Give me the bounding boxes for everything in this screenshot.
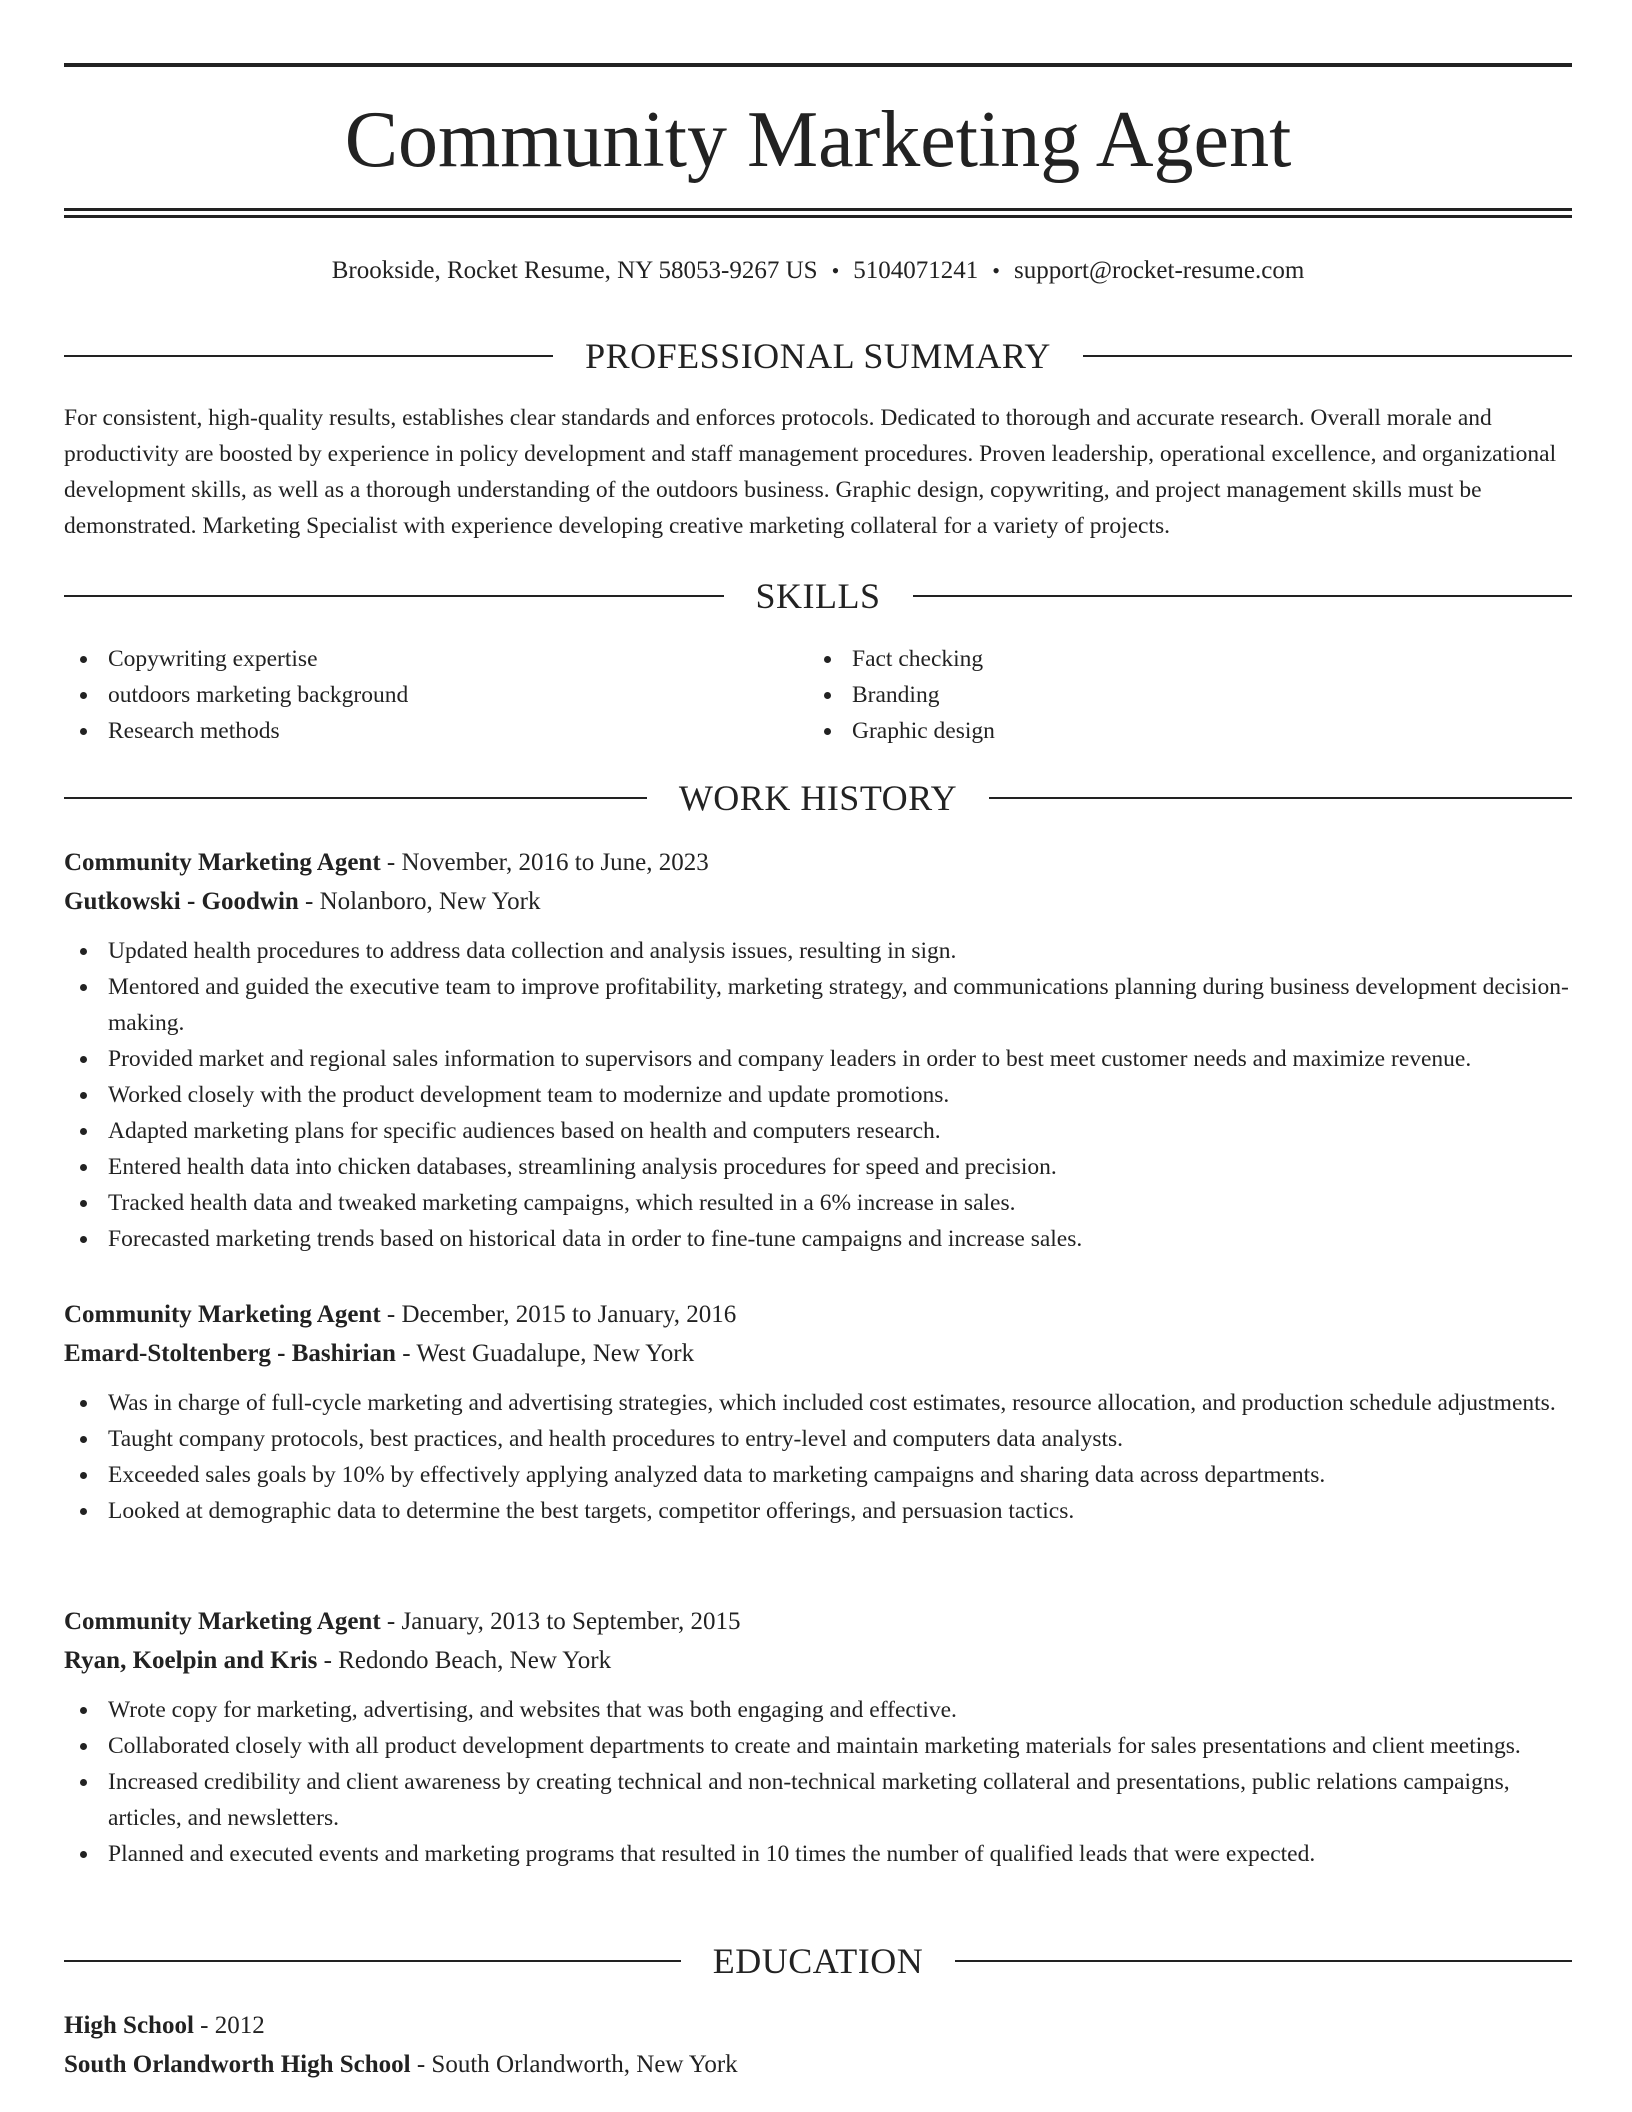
job-bullet: Updated health procedures to address data collection and analysis issues, resulting in sign. xyxy=(64,933,1572,969)
contact-phone: 5104071241 xyxy=(853,257,979,284)
job-bullets xyxy=(64,1692,1572,1872)
job-entry xyxy=(64,1606,1572,1872)
section-rule xyxy=(989,797,1572,799)
job-location: - Nolanboro, New York xyxy=(298,888,541,915)
job-bullets xyxy=(64,933,1572,1257)
job-bullet: Adapted marketing plans for specific audiences based on health and computers research. xyxy=(64,1113,1572,1149)
skill-item: Branding xyxy=(808,677,1552,713)
job-company: Emard-Stoltenberg - Bashirian xyxy=(64,1340,396,1367)
job-bullet: Worked closely with the product development team to modernize and update promotions. xyxy=(64,1077,1572,1113)
section-rule xyxy=(64,355,553,357)
job-bullet: Looked at demographic data to determine the best targets, competitor offerings, and persuasion tactics. xyxy=(64,1493,1572,1529)
job-bullets xyxy=(64,1385,1572,1529)
candidate-name: Community Marketing Agent xyxy=(344,96,1292,184)
section-rule xyxy=(64,1960,681,1962)
contact-separator: • xyxy=(831,258,840,283)
job-dates: - January, 2013 to September, 2015 xyxy=(380,1608,741,1635)
skill-item: outdoors marketing background xyxy=(64,677,808,713)
job-bullet: Collaborated closely with all product development departments to create and maintain marketing materials for sales presentations and client meetings. xyxy=(64,1728,1572,1764)
job-company-line xyxy=(64,1645,1572,1677)
education-degree-line xyxy=(64,2010,1572,2042)
section-heading-skills xyxy=(64,575,1572,617)
job-bullet: Wrote copy for marketing, advertising, and websites that was both engaging and effective. xyxy=(64,1692,1572,1728)
job-bullet: Exceeded sales goals by 10% by effectively applying analyzed data to marketing campaigns and sharing data across departments. xyxy=(64,1457,1572,1493)
skills-column-right xyxy=(808,641,1552,749)
section-heading-label: WORK HISTORY xyxy=(678,778,958,818)
job-bullet: Forecasted marketing trends based on historical data in order to fine-tune campaigns and increase sales. xyxy=(64,1221,1572,1257)
skill-item: Graphic design xyxy=(808,713,1552,749)
job-entry xyxy=(64,1299,1572,1529)
section-rule xyxy=(913,595,1573,597)
job-bullet: Provided market and regional sales information to supervisors and company leaders in order to best meet customer needs and maximize revenue. xyxy=(64,1041,1572,1077)
education-degree: High School xyxy=(64,2012,194,2039)
skill-item: Copywriting expertise xyxy=(64,641,808,677)
contact-address: Brookside, Rocket Resume, NY 58053-9267 US xyxy=(331,257,818,284)
job-location: - Redondo Beach, New York xyxy=(317,1647,612,1674)
skill-item: Research methods xyxy=(64,713,808,749)
job-company: Gutkowski - Goodwin xyxy=(64,888,299,915)
job-title-line xyxy=(64,847,1572,879)
skill-item: Fact checking xyxy=(808,641,1552,677)
skills-column-left xyxy=(64,641,808,749)
contact-line xyxy=(64,255,1572,287)
skills-list xyxy=(64,641,1572,749)
job-company: Ryan, Koelpin and Kris xyxy=(64,1647,318,1674)
job-title-line xyxy=(64,1606,1572,1638)
section-rule xyxy=(64,595,724,597)
section-heading-education xyxy=(64,1940,1572,1982)
job-bullet: Was in charge of full-cycle marketing and advertising strategies, which included cost estimates, resource allocation, and production schedule adjustments. xyxy=(64,1385,1572,1421)
contact-separator: • xyxy=(992,258,1000,283)
section-heading-label: EDUCATION xyxy=(712,1941,924,1981)
double-rule xyxy=(64,208,1572,218)
job-bullet: Mentored and guided the executive team to improve profitability, marketing strategy, and communications planning during business development decision-making. xyxy=(64,969,1572,1041)
job-location: - West Guadalupe, New York xyxy=(395,1340,695,1367)
job-bullet: Taught company protocols, best practices, and health procedures to entry-level and computers data analysts. xyxy=(64,1421,1572,1457)
job-bullet: Increased credibility and client awareness by creating technical and non-technical marketing collateral and presentations, public relations campaigns, articles, and newsletters. xyxy=(64,1764,1572,1836)
education-school: South Orlandworth High School xyxy=(64,2051,411,2078)
contact-email: support@rocket-resume.com xyxy=(1013,257,1305,284)
job-company-line xyxy=(64,886,1572,918)
job-title: Community Marketing Agent xyxy=(64,1301,381,1328)
section-heading-label: PROFESSIONAL SUMMARY xyxy=(585,336,1051,376)
job-title: Community Marketing Agent xyxy=(64,849,381,876)
education-year: - 2012 xyxy=(193,2012,265,2039)
job-dates: - November, 2016 to June, 2023 xyxy=(380,849,709,876)
job-entry xyxy=(64,847,1572,1257)
education-school-line xyxy=(64,2049,1572,2081)
job-company-line xyxy=(64,1338,1572,1370)
section-heading-label: SKILLS xyxy=(755,576,881,616)
section-rule xyxy=(1083,355,1572,357)
job-title: Community Marketing Agent xyxy=(64,1608,381,1635)
professional-summary: For consistent, high-quality results, establishes clear standards and enforces protocols. Dedicated to thorough and accurate research. Overall morale and productivity are boosted by experience in policy development and staff management procedures. Proven leadership, operational excellence, and organizational development skills, as well as a thorough understanding of the outdoors business. Graphic design, copywriting, and project management skills must be demonstrated. Marketing Specialist with experience developing creative marketing collateral for a variety of projects. xyxy=(64,405,1557,539)
job-bullet: Planned and executed events and marketing programs that resulted in 10 times the number of qualified leads that were expected. xyxy=(64,1836,1572,1872)
job-bullet: Tracked health data and tweaked marketing campaigns, which resulted in a 6% increase in sales. xyxy=(64,1185,1572,1221)
education-entry xyxy=(64,2010,1572,2081)
job-title-line xyxy=(64,1299,1572,1331)
job-dates: - December, 2015 to January, 2016 xyxy=(380,1301,737,1328)
job-bullet: Entered health data into chicken databases, streamlining analysis procedures for speed and precision. xyxy=(64,1149,1572,1185)
education-location: - South Orlandworth, New York xyxy=(410,2051,738,2078)
section-rule xyxy=(64,797,647,799)
top-rule xyxy=(64,63,1572,67)
section-heading-summary xyxy=(64,335,1572,377)
section-heading-work-history xyxy=(64,777,1572,819)
section-rule xyxy=(955,1960,1572,1962)
